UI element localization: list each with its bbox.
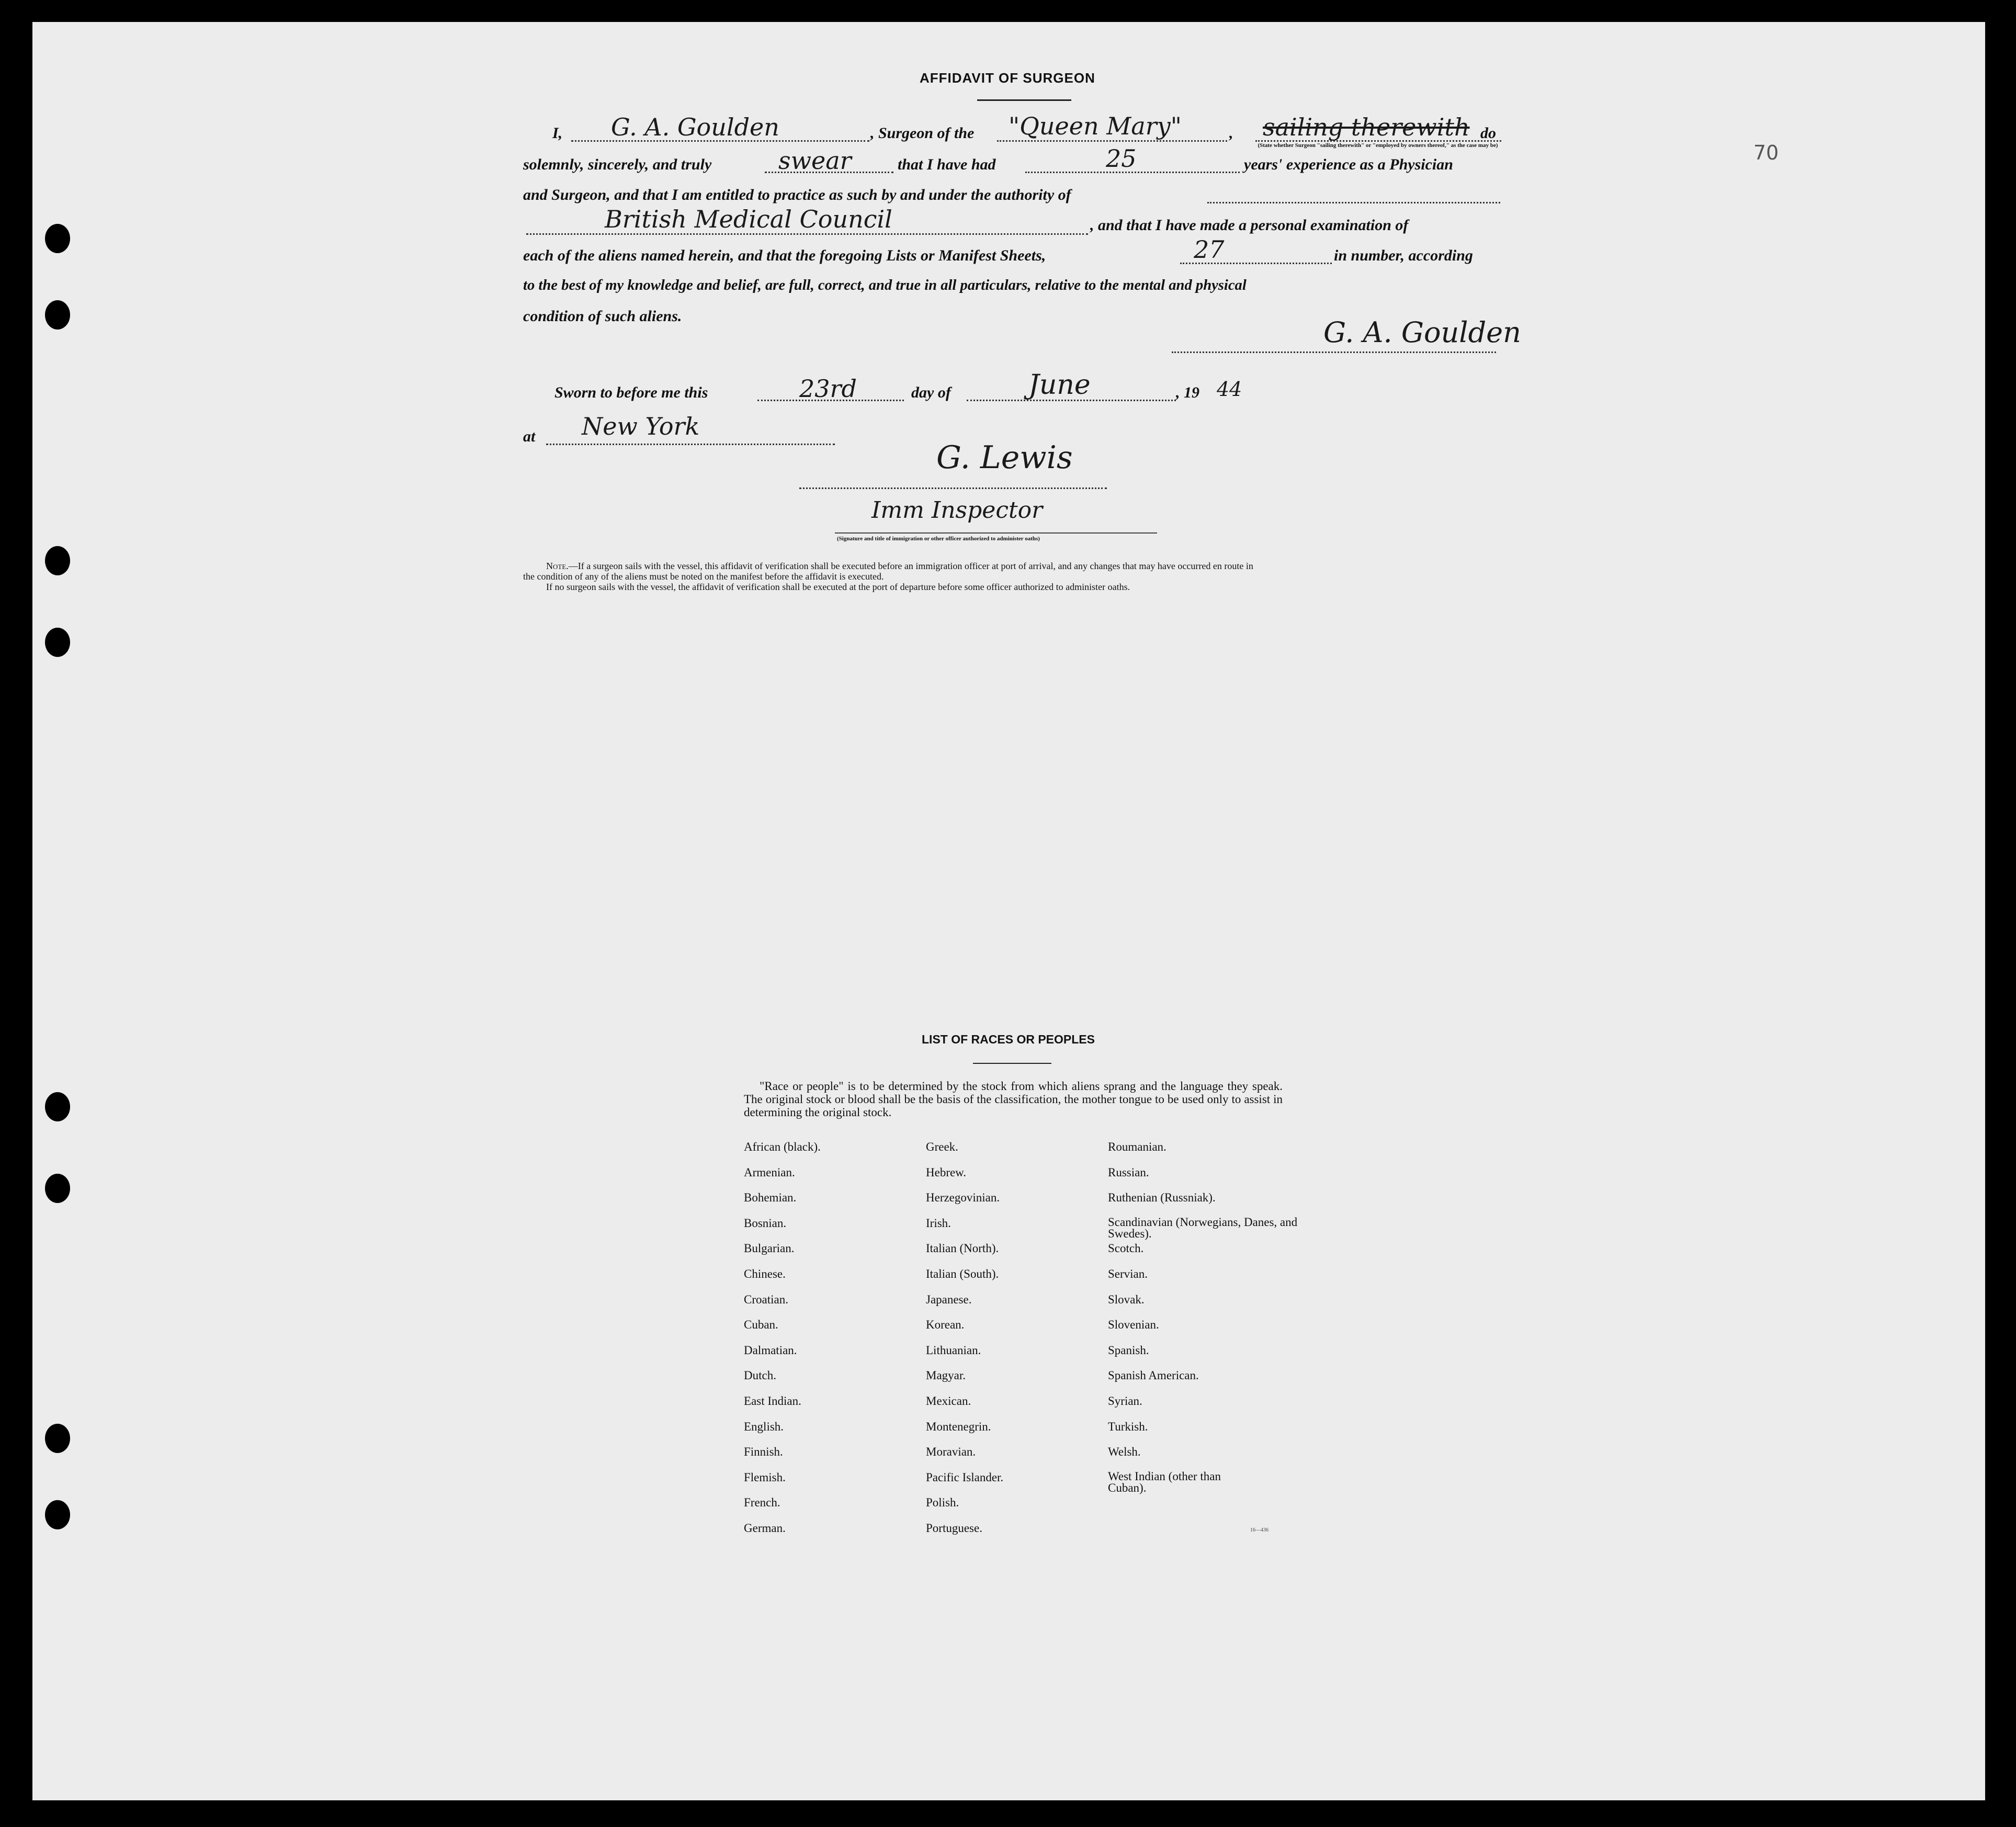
sailing-status-hint: (State whether Surgeon "sailing therewith" or "employed by owners thereof," as the case may be) [1258,142,1498,149]
race-item: Scandinavian (Norwegians, Danes, and Swedes). [1108,1215,1298,1240]
sworn-prefix: Sworn to before me this [554,384,708,401]
page-number-mark: 70 [1753,141,1779,164]
day-of-label: day of [911,384,951,401]
races-intro: "Race or people" is to be determined by the stock from which aliens sprang and the language they speak. The original stock or blood shall be the basis of the classification, the mother tongue to be used only to assist in determining the original stock. [744,1080,1283,1119]
race-item: Portuguese. [926,1521,982,1535]
race-item: Spanish. [1108,1343,1149,1357]
punch-hole [45,1500,70,1529]
authority-blank-top [1207,202,1500,203]
note-label: Note. [546,561,569,571]
race-item: Dutch. [744,1369,776,1382]
race-item: Spanish American. [1108,1369,1199,1382]
race-item: Irish. [926,1216,951,1230]
punch-hole [45,1092,70,1121]
punch-hole [45,224,70,253]
race-item: East Indian. [744,1394,801,1408]
officer-title: Imm Inspector [871,497,1043,524]
race-item: Turkish. [1108,1420,1148,1433]
at-label: at [523,428,536,445]
race-item: Russian. [1108,1165,1149,1179]
affidavit-line5: each of the aliens named herein, and that the foregoing Lists or Manifest Sheets, [523,247,1046,264]
affidavit-line5-end: in number, according [1334,247,1473,264]
race-item: Mexican. [926,1394,971,1408]
race-item: Servian. [1108,1267,1148,1280]
sworn-year: 44 [1217,378,1242,401]
race-item: African (black). [744,1140,821,1153]
races-column-1 [744,1140,821,1547]
affidavit-line4: , and that I have made a personal examination of [1090,217,1409,234]
affidavit-line3: and Surgeon, and that I am entitled to practice as such by and under the authority of [523,186,1071,203]
affidavit-line7: condition of such aliens. [523,308,682,325]
race-item: Italian (North). [926,1242,999,1255]
race-item: Korean. [926,1318,965,1332]
race-item: Italian (South). [926,1267,999,1280]
sworn-day: 23rd [799,375,857,403]
comma: , [1229,124,1233,142]
race-item: Magyar. [926,1369,966,1382]
race-item: Slovak. [1108,1292,1145,1306]
form-number: 16—436 [1250,1527,1269,1533]
sheets-count: 27 [1194,235,1225,264]
race-item: Bosnian. [744,1216,787,1230]
race-item: Cuban. [744,1318,778,1332]
affidavit-line1-i: I, [552,124,563,142]
sworn-place: New York [582,412,700,440]
ship-name-blank [997,140,1227,142]
authority-blank [526,233,1088,235]
punch-hole [45,546,70,575]
officer-caption: (Signature and title of immigration or other officer authorized to administer oaths) [837,536,1040,542]
years-count: 25 [1106,144,1137,173]
note-text1: —If a surgeon sails with the vessel, this affidavit of verification shall be executed before an immigration officer at port of arrival, and any changes that may have occurred en route in [568,561,1253,571]
race-item: Moravian. [926,1445,976,1459]
oath-word: swear [778,146,852,175]
race-item: German. [744,1521,786,1535]
race-item: Montenegrin. [926,1420,991,1433]
place-blank [546,444,835,445]
race-item: Croatian. [744,1292,788,1306]
race-item: Pacific Islander. [926,1470,1004,1484]
affidavit-line2-solemnly: solemnly, sincerely, and truly [523,156,712,173]
race-item: Greek. [926,1140,958,1153]
race-item: English. [744,1420,784,1433]
race-item: Bulgarian. [744,1242,795,1255]
race-item: Ruthenian (Russniak). [1108,1191,1216,1205]
sworn-month: June [1028,369,1091,401]
note-line3: If no surgeon sails with the vessel, the affidavit of verification shall be executed at the port of departure before some officer authorized to administer oaths. [546,582,1130,592]
race-item: Bohemian. [744,1191,797,1205]
officer-signature-line [799,487,1107,489]
affidavit-line1-do: do [1480,124,1496,142]
officer-title-line [835,532,1157,534]
punch-hole [45,1424,70,1453]
race-item: Syrian. [1108,1394,1142,1408]
sailing-status: sailing therewith [1263,113,1470,141]
race-item: Flemish. [744,1470,786,1484]
affidavit-line2-that: that I have had [898,156,996,173]
race-item: Finnish. [744,1445,783,1459]
races-title-underline [973,1063,1051,1064]
races-column-3 [1108,1140,1307,1496]
race-item: Scotch. [1108,1242,1144,1255]
race-item: Chinese. [744,1267,786,1280]
affidavit-line6: to the best of my knowledge and belief, are full, correct, and true in all particulars, relative to the mental and physical [523,277,1247,293]
affidavit-line2-years: years' experience as a Physician [1244,156,1453,173]
race-item: Dalmatian. [744,1343,797,1357]
race-item: Slovenian. [1108,1318,1159,1332]
race-item: French. [744,1496,780,1510]
punch-hole [45,300,70,330]
surgeon-name: G. A. Goulden [611,113,779,141]
race-item: West Indian (other than Cuban). [1108,1469,1221,1494]
races-title: LIST OF RACES OR PEOPLES [922,1032,1095,1046]
surgeon-signature-line [1172,351,1496,353]
race-item: Roumanian. [1108,1140,1166,1153]
race-item: Lithuanian. [926,1343,981,1357]
race-item: Welsh. [1108,1445,1141,1459]
note-line1 [546,561,1253,571]
title-underline [977,99,1071,101]
punch-hole [45,1174,70,1203]
affidavit-title: AFFIDAVIT OF SURGEON [920,70,1095,86]
surgeon-signature: G. A. Goulden [1323,316,1521,349]
race-item: Herzegovinian. [926,1191,1000,1205]
race-item: Hebrew. [926,1165,967,1179]
punch-hole [45,628,70,657]
authority-name: British Medical Council [605,205,892,233]
officer-signature: G. Lewis [936,439,1073,476]
races-column-2 [926,1140,1003,1547]
race-item: Japanese. [926,1292,972,1306]
race-item: Polish. [926,1496,959,1510]
race-item: Armenian. [744,1165,795,1179]
year-prefix: , 19 [1176,384,1199,401]
ship-name: "Queen Mary" [1009,112,1182,140]
note-line2: the condition of any of the aliens must be noted on the manifest before the affidavit is executed. [523,571,884,582]
affidavit-line1-surgeon-of: , Surgeon of the [870,124,975,142]
